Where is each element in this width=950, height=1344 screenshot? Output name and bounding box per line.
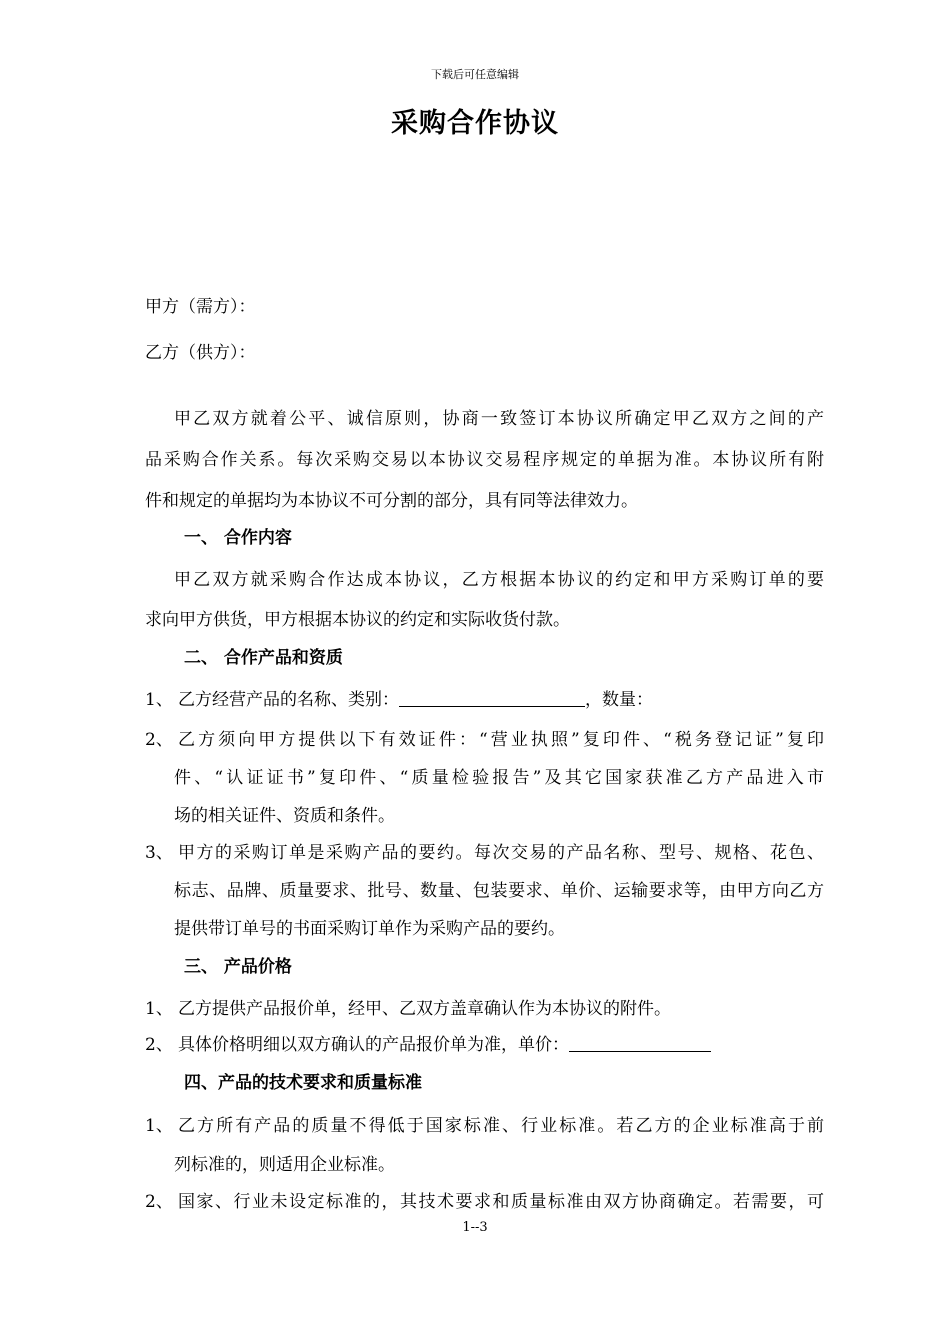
section-2-item-1-text: 乙方经营产品的名称、类别： bbox=[178, 690, 399, 710]
section-2-item-3-line-2: 标志、品牌、质量要求、批号、数量、包装要求、单价、运输要求等，由甲方向乙方 bbox=[174, 881, 824, 901]
page-number: 1--3 bbox=[462, 1220, 488, 1235]
section-2-item-2-line-3: 场的相关证件、资质和条件。 bbox=[174, 806, 395, 826]
intro-line-3: 件和规定的单据均为本协议不可分割的部分，具有同等法律效力。 bbox=[145, 491, 638, 511]
party-a-label: 甲方（需方）： bbox=[145, 297, 256, 317]
header-note: 下载后可任意编辑 bbox=[431, 68, 519, 81]
intro-line-2: 品采购合作关系。每次采购交易以本协议交易程序规定的单据为准。本协议所有附 bbox=[145, 450, 824, 470]
section-3-item-2-text: 具体价格明细以双方确认的产品报价单为准，单价： bbox=[178, 1035, 569, 1055]
section-1-line-2: 求向甲方供货，甲方根据本协议的约定和实际收货付款。 bbox=[145, 610, 570, 630]
section-2-item-2-num: 2、 bbox=[145, 730, 173, 750]
section-4-item-2-num: 2、 bbox=[145, 1192, 173, 1212]
section-3-item-1-num: 1、 bbox=[145, 999, 173, 1019]
section-4-item-1-line-2: 列标准的，则适用企业标准。 bbox=[174, 1155, 395, 1175]
section-2-item-1-quantity: ，数量： bbox=[585, 690, 653, 710]
section-2-item-2-line-2: 件、“认证证书”复印件、“质量检验报告”及其它国家获准乙方产品进入市 bbox=[174, 768, 824, 788]
section-3-heading: 三、 产品价格 bbox=[184, 957, 292, 977]
section-2-item-1 bbox=[178, 687, 653, 713]
section-2-item-3-line-1: 甲方的采购订单是采购产品的要约。每次交易的产品名称、型号、规格、花色、 bbox=[178, 843, 824, 863]
section-3-item-1: 乙方提供产品报价单，经甲、乙双方盖章确认作为本协议的附件。 bbox=[178, 999, 671, 1019]
intro-line-1: 甲乙双方就着公平、诚信原则，协商一致签订本协议所确定甲乙双方之间的产 bbox=[174, 409, 824, 429]
section-2-item-3-line-3: 提供带订单号的书面采购订单作为采购产品的要约。 bbox=[174, 919, 565, 939]
section-1-line-1: 甲乙双方就采购合作达成本协议，乙方根据本协议的约定和甲方采购订单的要 bbox=[174, 570, 824, 590]
section-2-item-2-line-1: 乙方须向甲方提供以下有效证件：“营业执照”复印件、“税务登记证”复印 bbox=[178, 730, 824, 750]
unit-price-blank[interactable] bbox=[569, 1033, 711, 1052]
section-2-item-3-num: 3、 bbox=[145, 843, 173, 863]
section-4-heading: 四、产品的技术要求和质量标准 bbox=[184, 1073, 422, 1093]
section-1-heading: 一、 合作内容 bbox=[184, 528, 292, 548]
party-b-label: 乙方（供方）： bbox=[145, 343, 256, 363]
product-name-blank[interactable] bbox=[399, 688, 585, 707]
section-4-item-2-line-1: 国家、行业未设定标准的，其技术要求和质量标准由双方协商确定。若需要，可 bbox=[178, 1192, 824, 1212]
section-3-item-2-num: 2、 bbox=[145, 1035, 173, 1055]
section-4-item-1-line-1: 乙方所有产品的质量不得低于国家标准、行业标准。若乙方的企业标准高于前 bbox=[178, 1116, 824, 1136]
section-2-heading: 二、 合作产品和资质 bbox=[184, 648, 343, 668]
document-title: 采购合作协议 bbox=[391, 108, 559, 139]
section-3-item-2 bbox=[178, 1032, 711, 1058]
section-4-item-1-num: 1、 bbox=[145, 1116, 173, 1136]
section-2-item-1-num: 1、 bbox=[145, 690, 173, 710]
